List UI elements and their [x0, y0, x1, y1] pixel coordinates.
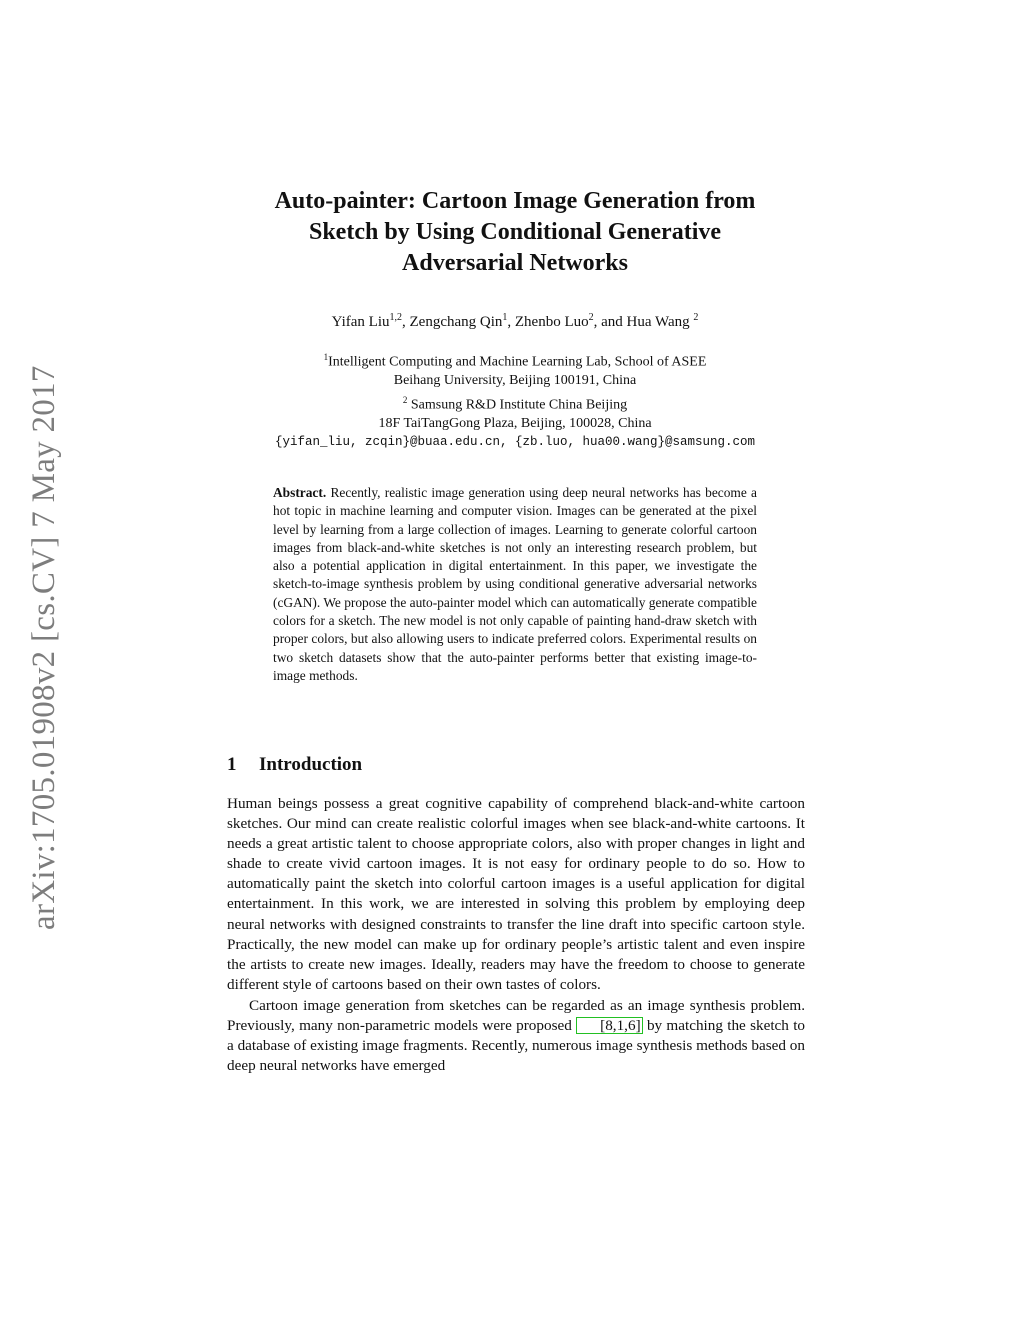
- author-emails: {yifan_liu, zcqin}@buaa.edu.cn, {zb.luo, hua00.wang}@samsung.com: [274, 435, 756, 450]
- title-line-1: Auto-painter: Cartoon Image Generation from: [274, 188, 756, 214]
- author-separator: , and: [593, 314, 627, 330]
- section-title: Introduction: [259, 754, 363, 775]
- affiliation-mark-2: 2: [402, 394, 408, 405]
- author-affiliation-mark: 2: [588, 312, 594, 323]
- author-affiliation-mark: 2: [693, 312, 699, 323]
- affiliation-line-3: [200, 391, 830, 415]
- author-affiliation-mark: 1: [502, 312, 508, 323]
- paragraph-2-text-a: Cartoon image generation from sketches can be regarded as an image synthesis problem. Previously, many non-parametric models were proposed: [227, 996, 805, 1035]
- affiliation-text-3: Samsung R&D Institute China Beijing: [407, 397, 628, 413]
- introduction-body: [227, 794, 805, 1076]
- affiliation-line-4: 18F TaiTangGong Plaza, Beijing, 100028, China: [378, 415, 652, 431]
- author-separator: ,: [507, 314, 515, 330]
- affiliation-line-2: Beihang University, Beijing 100191, China: [393, 373, 637, 389]
- paragraph-1: Human beings possess a great cognitive capability of comprehend black-and-white cartoon sketches. Our mind can create realistic colorful images when see black-and-white cartoons. It needs a great artistic talent to choose appropriate colors, also with proper changes in light and shade to create vivid cartoon images. It is not easy for ordinary people to do so. How to automatically paint the sketch into colorful cartoon images is a useful application for digital entertainment. In this work, we are interested in solving this problem by employing deep neural networks with designed constraints to transfer the line draft into specific cartoon style. Practically, the new model can make up for ordinary people’s artistic talent and even inspire the artists to create new images. Ideally, readers may have the freedom to choose to generate different style of cartoons based on their own tastes of colors.: [227, 795, 805, 993]
- section-number: 1: [227, 754, 237, 775]
- author-list: [200, 312, 830, 331]
- abstract: [273, 484, 757, 685]
- author-name: Zhenbo Luo: [514, 314, 589, 330]
- affiliation-line-1: [200, 348, 830, 372]
- section-heading-introduction: [227, 754, 627, 776]
- arxiv-identifier-stamp: arXiv:1705.01908v2 [cs.CV] 7 May 2017: [26, 365, 62, 930]
- paragraph-2-text-b: by matching the sketch to a database of existing image fragments. Recently, numerous image synthesis methods based on deep neural networks have emerged: [227, 1017, 806, 1075]
- title-line-2: Sketch by Using Conditional Generative: [308, 219, 722, 245]
- paragraph-2: [227, 996, 805, 1076]
- abstract-label: Abstract.: [273, 485, 327, 500]
- author-separator: ,: [402, 314, 410, 330]
- citation-link[interactable]: [8,1,6]: [576, 1017, 643, 1034]
- affiliations-block: [200, 348, 830, 452]
- title-line-3: Adversarial Networks: [402, 250, 628, 276]
- affiliation-mark-1: 1: [323, 352, 329, 362]
- author-name: Zengchang Qin: [409, 314, 503, 330]
- author-name: Hua Wang: [626, 314, 694, 330]
- paper-title: [200, 186, 830, 279]
- affiliation-text-1: Intelligent Computing and Machine Learning Lab, School of ASEE: [328, 354, 707, 370]
- author-name: Yifan Liu: [331, 314, 390, 330]
- abstract-text: Recently, realistic image generation using deep neural networks has become a hot topic in machine learning and computer vision. Images can be generated at the pixel level by learning from a large collection of images. Learning to generate colorful cartoon images from black-and-white sketches is not only an interesting research problem, but also a potential application in digital entertainment. In this paper, we investigate the sketch-to-image synthesis problem by using conditional generative adversarial networks (cGAN). We propose the auto-painter model which can automatically generate compatible colors for a sketch. The new model is not only capable of painting hand-draw sketch with proper colors, but also allowing users to indicate preferred colors. Experimental results on two sketch datasets show that the auto-painter performs better that existing image-to-image methods.: [273, 485, 757, 683]
- author-affiliation-mark: 1,2: [389, 312, 402, 323]
